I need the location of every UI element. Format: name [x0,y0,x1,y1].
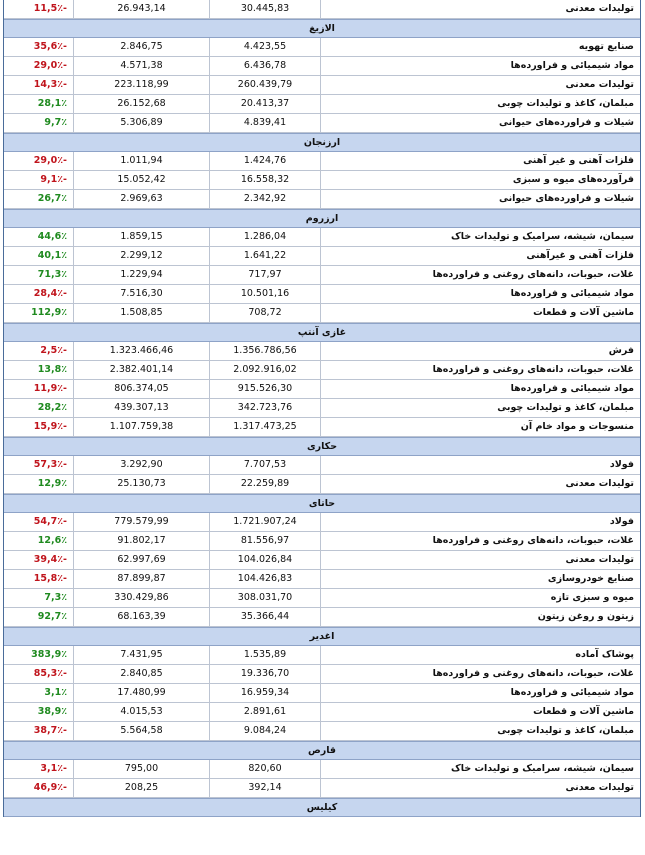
table-row [4,608,640,627]
province-name: ارزروم [305,213,339,224]
value-cell-2: 7.707,53 [209,456,320,474]
value-cell-1: 91.802,17 [73,532,209,550]
product-name-cell: فرش [320,342,640,360]
value-cell-2: 104.426,83 [209,570,320,588]
value-cell-1: 68.163,39 [73,608,209,626]
change-percent-value: 54,7٪ [33,516,64,527]
product-name-cell: ماشین آلات و قطعات [320,703,640,721]
table-row [4,418,640,437]
province-name: غازی آنتپ [297,327,347,338]
value-cell-2: 104.026,84 [209,551,320,569]
value-cell-2: 2.092.916,02 [209,361,320,379]
product-name-cell: فولاد [320,513,640,531]
change-percent-value: 383,9٪ [31,649,67,660]
table-row [4,703,640,722]
change-percent-cell [4,361,73,379]
table-row [4,285,640,304]
value-cell-1: 2.382.401,14 [73,361,209,379]
change-sign: - [63,763,67,774]
value-cell-1: 26.152,68 [73,95,209,113]
value-cell-1: 87.899,87 [73,570,209,588]
change-percent-cell [4,570,73,588]
change-sign: - [63,155,67,166]
value-cell-1: 15.052,42 [73,171,209,189]
product-name-cell: سیمان، شیشه، سرامیک و تولیدات خاک [320,228,640,246]
province-header-row [4,133,640,152]
change-percent-cell [4,475,73,493]
value-cell-1: 5.306,89 [73,114,209,132]
table-row [4,722,640,741]
table-row [4,0,640,19]
table-row [4,399,640,418]
province-header-row [4,627,640,646]
value-cell-1: 1.508,85 [73,304,209,322]
change-sign: - [63,668,67,679]
value-cell-1: 17.480,99 [73,684,209,702]
table-row [4,589,640,608]
table-row [4,57,640,76]
change-sign: - [63,60,67,71]
change-percent-cell [4,304,73,322]
change-sign: - [63,421,67,432]
change-percent-value: 7,3٪ [44,592,67,603]
product-name-cell: منسوجات و مواد خام آن [320,418,640,436]
province-header-row [4,209,640,228]
product-name-cell: فولاد [320,456,640,474]
value-cell-1: 7.431,95 [73,646,209,664]
change-percent-cell [4,190,73,208]
product-name-cell: تولیدات معدنی [320,76,640,94]
change-percent-cell [4,513,73,531]
change-percent-value: 44,6٪ [37,231,67,242]
product-name-cell: غلات، حبوبات، دانه‌های روغنی و فراورده‌ها [320,361,640,379]
value-cell-1: 1.107.759,38 [73,418,209,436]
change-percent-value: 40,1٪ [37,250,67,261]
value-cell-2: 19.336,70 [209,665,320,683]
province-header-row [4,741,640,760]
change-percent-value: 28,1٪ [37,98,67,109]
value-cell-2: 4.839,41 [209,114,320,132]
product-name-cell: تولیدات معدنی [320,779,640,797]
change-percent-cell [4,228,73,246]
value-cell-1: 223.118,99 [73,76,209,94]
table-row [4,247,640,266]
value-cell-1: 2.299,12 [73,247,209,265]
value-cell-1: 4.571,38 [73,57,209,75]
value-cell-1: 7.516,30 [73,285,209,303]
product-name-cell: شیلات و فراورده‌های حیوانی [320,114,640,132]
value-cell-2: 915.526,30 [209,380,320,398]
change-percent-cell [4,608,73,626]
change-sign: - [63,782,67,793]
table-row [4,475,640,494]
change-percent-cell [4,76,73,94]
value-cell-1: 62.997,69 [73,551,209,569]
value-cell-1: 1.229,94 [73,266,209,284]
value-cell-2: 1.356.786,56 [209,342,320,360]
change-percent-value: 29,0٪ [33,60,64,71]
change-percent-value: 2,5٪ [40,345,64,356]
change-percent-value: 9,7٪ [44,117,67,128]
table-row [4,646,640,665]
value-cell-2: 9.084,24 [209,722,320,740]
province-name: حکاری [306,441,338,452]
change-percent-cell [4,456,73,474]
change-percent-value: 112,9٪ [31,307,67,318]
change-percent-cell [4,418,73,436]
product-name-cell: تولیدات معدنی [320,0,640,18]
product-name-cell: صنایع خودروسازی [320,570,640,588]
value-cell-2: 35.366,44 [209,608,320,626]
product-name-cell: مبلمان، کاغذ و تولیدات چوبی [320,399,640,417]
value-cell-2: 342.723,76 [209,399,320,417]
value-cell-2: 717,97 [209,266,320,284]
value-cell-1: 25.130,73 [73,475,209,493]
value-cell-2: 1.721.907,24 [209,513,320,531]
change-sign: - [63,725,67,736]
value-cell-2: 392,14 [209,779,320,797]
value-cell-1: 1.323.466,46 [73,342,209,360]
value-cell-1: 1.859,15 [73,228,209,246]
table-row [4,532,640,551]
product-name-cell: غلات، حبوبات، دانه‌های روغنی و فراورده‌ها [320,266,640,284]
table-row [4,779,640,798]
value-cell-2: 2.342,92 [209,190,320,208]
value-cell-2: 1.535,89 [209,646,320,664]
product-name-cell: سیمان، شیشه، سرامیک و تولیدات خاک [320,760,640,778]
table-row [4,76,640,95]
value-cell-2: 2.891,61 [209,703,320,721]
change-percent-value: 3,1٪ [44,687,67,698]
province-name: ارزنجان [303,137,341,148]
province-name: کیلیس [306,802,338,813]
value-cell-1: 779.579,99 [73,513,209,531]
change-sign: - [63,459,67,470]
value-cell-2: 81.556,97 [209,532,320,550]
change-percent-value: 12,9٪ [37,478,67,489]
product-name-cell: ماشین آلات و قطعات [320,304,640,322]
change-percent-cell [4,171,73,189]
table-row [4,95,640,114]
value-cell-2: 1.286,04 [209,228,320,246]
product-name-cell: تولیدات معدنی [320,475,640,493]
change-percent-cell [4,266,73,284]
change-sign: - [63,516,67,527]
change-sign: - [63,79,67,90]
product-name-cell: غلات، حبوبات، دانه‌های روغنی و فراورده‌ها [320,532,640,550]
change-percent-value: 11,5٪ [33,3,64,14]
value-cell-2: 16.558,32 [209,171,320,189]
table-row [4,570,640,589]
table-row [4,38,640,57]
value-cell-2: 260.439,79 [209,76,320,94]
change-percent-cell [4,95,73,113]
value-cell-2: 30.445,83 [209,0,320,18]
change-sign: - [63,383,67,394]
change-percent-cell [4,665,73,683]
value-cell-1: 806.374,05 [73,380,209,398]
province-name: قارص [307,745,337,756]
change-percent-cell [4,589,73,607]
change-percent-cell [4,779,73,797]
product-name-cell: پوشاک آماده [320,646,640,664]
change-percent-value: 26,7٪ [37,193,67,204]
change-percent-value: 38,9٪ [37,706,67,717]
value-cell-2: 820,60 [209,760,320,778]
change-percent-value: 35,6٪ [33,41,64,52]
table-row [4,304,640,323]
change-percent-cell [4,152,73,170]
value-cell-2: 1.317.473,25 [209,418,320,436]
change-percent-value: 39,4٪ [33,554,64,565]
change-sign: - [63,174,67,185]
value-cell-1: 208,25 [73,779,209,797]
value-cell-2: 708,72 [209,304,320,322]
change-percent-cell [4,342,73,360]
change-percent-cell [4,380,73,398]
change-percent-value: 28,2٪ [37,402,67,413]
table-row [4,342,640,361]
change-percent-cell [4,703,73,721]
change-percent-value: 3,1٪ [40,763,64,774]
value-cell-2: 16.959,34 [209,684,320,702]
province-name: اغدیر [309,631,335,642]
change-sign: - [63,41,67,52]
change-percent-cell [4,532,73,550]
value-cell-1: 2.840,85 [73,665,209,683]
product-name-cell: مواد شیمیائی و فراورده‌ها [320,57,640,75]
table-row [4,760,640,779]
change-sign: - [63,554,67,565]
change-percent-value: 15,9٪ [33,421,64,432]
product-name-cell: تولیدات معدنی [320,551,640,569]
product-name-cell: مواد شیمیائی و فراورده‌ها [320,684,640,702]
change-sign: - [63,288,67,299]
change-percent-value: 57,3٪ [33,459,64,470]
change-percent-cell [4,38,73,56]
value-cell-2: 22.259,89 [209,475,320,493]
change-percent-value: 71,3٪ [37,269,67,280]
change-percent-cell [4,722,73,740]
table-row [4,551,640,570]
change-percent-value: 92,7٪ [37,611,67,622]
value-cell-2: 1.424,76 [209,152,320,170]
value-cell-1: 2.846,75 [73,38,209,56]
value-cell-2: 20.413,37 [209,95,320,113]
product-name-cell: مواد شیمیائی و فراورده‌ها [320,380,640,398]
value-cell-1: 3.292,90 [73,456,209,474]
change-percent-cell [4,57,73,75]
table-row [4,152,640,171]
value-cell-2: 308.031,70 [209,589,320,607]
value-cell-2: 4.423,55 [209,38,320,56]
change-percent-value: 13,8٪ [37,364,67,375]
change-percent-cell [4,646,73,664]
product-name-cell: فلزات آهنی و غیر آهنی [320,152,640,170]
change-percent-cell [4,247,73,265]
change-percent-value: 11,9٪ [33,383,64,394]
value-cell-1: 795,00 [73,760,209,778]
product-name-cell: صنایع تهویه [320,38,640,56]
table-row [4,361,640,380]
table-row [4,456,640,475]
table-row [4,171,640,190]
value-cell-1: 439.307,13 [73,399,209,417]
product-name-cell: شیلات و فراورده‌های حیوانی [320,190,640,208]
product-name-cell: فلزات آهنی و غیرآهنی [320,247,640,265]
change-percent-cell [4,684,73,702]
province-header-row [4,494,640,513]
value-cell-1: 26.943,14 [73,0,209,18]
product-name-cell: مبلمان، کاغذ و تولیدات چوبی [320,722,640,740]
province-header-row [4,798,640,817]
value-cell-1: 1.011,94 [73,152,209,170]
change-percent-value: 28,4٪ [33,288,64,299]
province-name: الازیغ [309,23,335,34]
table-row [4,684,640,703]
table-row [4,190,640,209]
product-name-cell: مبلمان، کاغذ و تولیدات چوبی [320,95,640,113]
change-sign: - [63,573,67,584]
product-name-cell: فرآورده‌های میوه و سبزی [320,171,640,189]
change-percent-value: 29,0٪ [33,155,64,166]
province-name: حاتای [308,498,336,509]
product-name-cell: زیتون و روغن زیتون [320,608,640,626]
change-percent-value: 85,3٪ [33,668,64,679]
change-percent-cell [4,399,73,417]
value-cell-1: 330.429,86 [73,589,209,607]
value-cell-1: 2.969,63 [73,190,209,208]
change-percent-cell [4,0,73,18]
province-header-row [4,323,640,342]
province-header-row [4,19,640,38]
change-sign: - [63,345,67,356]
change-percent-value: 9,1٪ [40,174,64,185]
table-row [4,380,640,399]
table-row [4,665,640,684]
table-row [4,513,640,532]
product-name-cell: میوه و سبزی تازه [320,589,640,607]
change-percent-cell [4,551,73,569]
change-percent-value: 46,9٪ [33,782,64,793]
table-row [4,114,640,133]
table-row [4,228,640,247]
change-percent-value: 38,7٪ [33,725,64,736]
change-percent-cell [4,285,73,303]
value-cell-1: 5.564,58 [73,722,209,740]
change-percent-cell [4,114,73,132]
change-sign: - [63,3,67,14]
change-percent-cell [4,760,73,778]
change-percent-value: 12,6٪ [37,535,67,546]
value-cell-2: 1.641,22 [209,247,320,265]
product-name-cell: غلات، حبوبات، دانه‌های روغنی و فراورده‌ها [320,665,640,683]
trade-table [3,0,641,817]
value-cell-1: 4.015,53 [73,703,209,721]
table-row [4,266,640,285]
product-name-cell: مواد شیمیائی و فراورده‌ها [320,285,640,303]
change-percent-value: 15,8٪ [33,573,64,584]
province-header-row [4,437,640,456]
value-cell-2: 10.501,16 [209,285,320,303]
value-cell-2: 6.436,78 [209,57,320,75]
change-percent-value: 14,3٪ [33,79,64,90]
